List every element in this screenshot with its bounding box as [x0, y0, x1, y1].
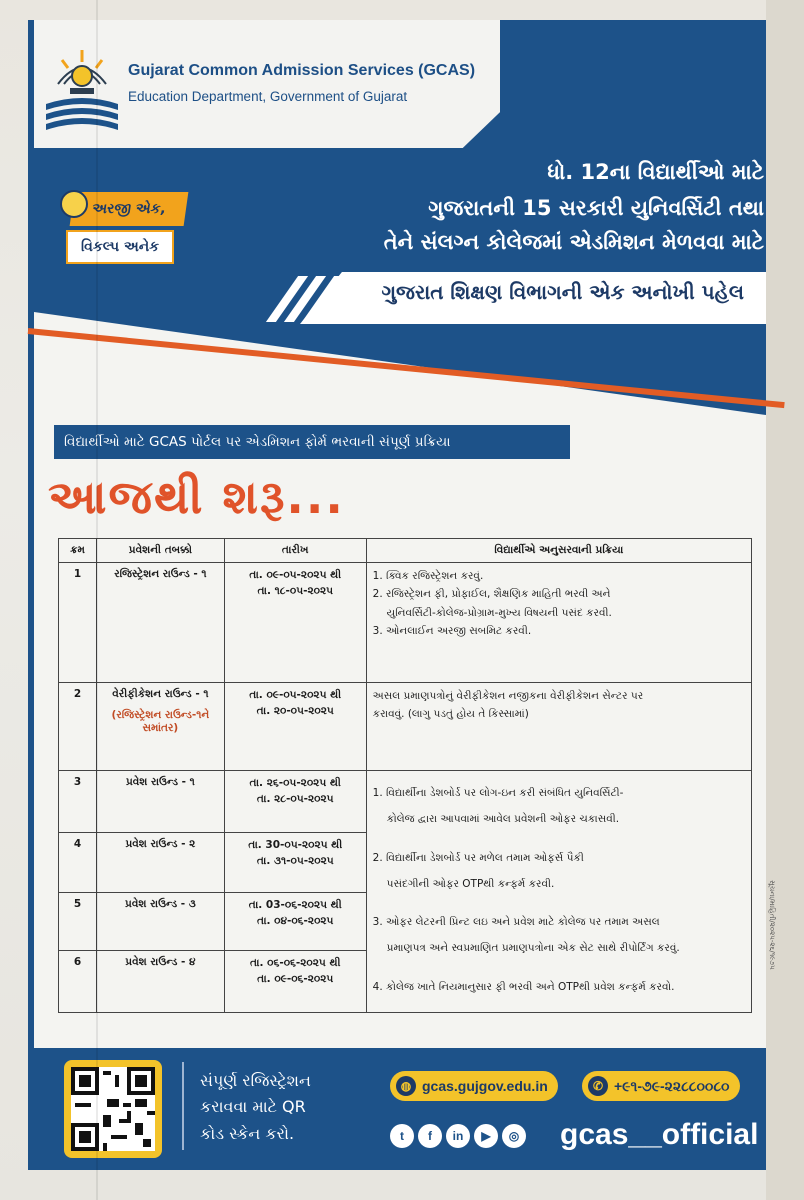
- process-step: અસલ પ્રમાણપત્રોનું વેરીફીકેશન નજીકના વેરીફીકેશન સેન્ટર પર: [372, 690, 644, 702]
- social-handle[interactable]: gcas__official: [560, 1118, 759, 1151]
- qr-text-line: કરાવવા માટે QR: [200, 1097, 306, 1117]
- stage-note: (રજિસ્ટ્રેશન રાઉન્ડ-૧ને સમાંતર): [111, 709, 210, 734]
- date-from: તા. ૨૬-૦૫-૨૦૨૫ થી: [249, 777, 341, 789]
- date-to: તા. ૨૮-૦૫-૨૦૨૫: [256, 792, 334, 805]
- headline-line-2: ગુજરાતની 15 સરકારી યુનિવર્સિટી તથા: [428, 196, 764, 220]
- linkedin-icon[interactable]: in: [446, 1124, 470, 1148]
- row-serial: 3: [59, 771, 97, 833]
- row-serial: 4: [59, 833, 97, 893]
- row-stage: પ્રવેશ રાઉન્ડ - ૪: [96, 951, 224, 1013]
- row-date: [224, 833, 366, 893]
- subhead-text: ગુજરાત શિક્ષણ વિભાગની એક અનોખી પહેલ: [381, 280, 744, 304]
- twitter-icon[interactable]: t: [390, 1124, 414, 1148]
- row-date: [224, 893, 366, 951]
- instagram-icon[interactable]: ◎: [502, 1124, 526, 1148]
- row-stage: રજિસ્ટ્રેશન રાઉન્ડ - ૧: [96, 563, 224, 683]
- row-date: [224, 951, 366, 1013]
- date-to: તા. ૦૯-૦૬-૨૦૨૫: [257, 972, 334, 985]
- row-serial: 5: [59, 893, 97, 951]
- process-step: પ્રમાણપત્ર અને સ્વપ્રમાણિત પ્રમાણપત્રોના એક સેટ સાથે રીપોર્ટિંગ કરવું.: [386, 942, 680, 955]
- table-row: [59, 563, 752, 683]
- date-to: તા. ૨૦-૦૫-૨૦૨૫: [256, 704, 334, 717]
- date-from: તા. ૦૯-૦૫-૨૦૨૫ થી: [249, 569, 342, 581]
- footer-divider: [182, 1062, 184, 1150]
- website-text: gcas.gujgov.edu.in: [422, 1078, 548, 1094]
- table-row: [59, 771, 752, 833]
- badge-circle-icon: [60, 190, 88, 218]
- row-stage: પ્રવેશ રાઉન્ડ - ૩: [96, 893, 224, 951]
- process-step: 4. કોલેજ ખાતે નિયમાનુસાર ફી ભરવી અને OTPથી પ્રવેશ કન્ફર્મ કરવો.: [372, 980, 675, 993]
- stage-label: વેરીફીકેશન રાઉન્ડ - ૧: [112, 688, 209, 700]
- qr-instructions: [200, 1068, 311, 1147]
- merged-admission-process: [366, 771, 751, 1013]
- process-step: 3. ઓફર લેટરની પ્રિન્ટ લઇ અને પ્રવેશ માટે કોલેજ પર તમામ અસલ: [372, 916, 660, 929]
- date-from: તા. ૦૬-૦૬-૨૦૨૫ થી: [249, 957, 341, 969]
- facebook-icon[interactable]: f: [418, 1124, 442, 1148]
- process-step: પસંદગીની ઓફર OTPથી કન્ફર્મ કરવી.: [386, 877, 555, 890]
- row-serial: 6: [59, 951, 97, 1013]
- process-step: 2. વિદ્યાર્થીના ડેશબોર્ડ પર મળેલ તમામ ઓફર્સ પૈકી: [372, 851, 584, 864]
- youtube-icon[interactable]: ▶: [474, 1124, 498, 1148]
- phone-text: +૯૧-૭૯-૨૨૮૮૦૦૮૦: [614, 1077, 730, 1094]
- row-stage: [96, 683, 224, 771]
- paper-fold: [96, 0, 98, 1200]
- row-serial: 1: [59, 563, 97, 683]
- date-from: તા. ૦૯-૦૫-૨૦૨૫ થી: [249, 689, 342, 701]
- process-step: 1. ક્વિક રજિસ્ટ્રેશન કરવું.: [372, 570, 484, 582]
- qr-text-line: સંપૂર્ણ રજિસ્ટ્રેશન: [200, 1071, 311, 1090]
- process-step: 3. ઓનલાઈન અરજી સબમિટ કરવી.: [372, 624, 532, 637]
- start-today-heading: આજથી શરૂ...: [48, 470, 345, 524]
- row-date: [224, 563, 366, 683]
- page-margin: [766, 0, 804, 1200]
- qr-code-pattern: [71, 1067, 155, 1151]
- headline-line-1: ધો. 12ના વિદ્યાર્થીઓ માટે: [547, 160, 764, 184]
- date-to: તા. ૦૪-૦૬-૨૦૨૫: [256, 914, 334, 927]
- process-step: કરાવવું. (લાગુ પડતું હોય તે કિસ્સામાં): [372, 708, 529, 721]
- advert-reference-code: સૂચના/માહિતી/૨૦૨૫-૨૬/૧૯૭૫: [768, 880, 776, 970]
- phone-icon: ✆: [588, 1076, 608, 1096]
- date-to: તા. ૧૮-૦૫-૨૦૨૫: [257, 584, 334, 597]
- date-from: તા. 03-૦૬-૨૦૨૫ થી: [248, 899, 342, 911]
- gcas-book-emblem-icon: [40, 44, 124, 134]
- social-icons: [390, 1124, 526, 1148]
- header-process: વિદ્યાર્થીએ અનુસરવાની પ્રક્રિયા: [366, 539, 751, 563]
- row-date: [224, 683, 366, 771]
- table-header-row: [59, 539, 752, 563]
- date-from: તા. 30-૦૫-૨૦૨૫ થી: [248, 839, 343, 851]
- org-department: Education Department, Government of Gujarat: [128, 89, 408, 104]
- process-step: યુનિવર્સિટી-કોલેજ-પ્રોગ્રામ-મુખ્ય વિષયની પસંદ કરવી.: [386, 606, 612, 619]
- row-stage: પ્રવેશ રાઉન્ડ - ૨: [96, 833, 224, 893]
- globe-icon: ◍: [396, 1076, 416, 1096]
- process-step: 1. વિદ્યાર્થીના ડેશબોર્ડ પર લોગ-ઇન કરી સંબંધિત યુનિવર્સિટી-: [372, 787, 624, 799]
- headline-line-3: તેને સંલગ્ન કોલેજમાં એડમિશન મેળવવા માટે: [383, 230, 764, 254]
- qr-pattern-icon: [71, 1067, 155, 1151]
- date-to: તા. ૩૧-૦૫-૨૦૨૫: [256, 854, 334, 867]
- process-step: 2. રજિસ્ટ્રેશન ફી, પ્રોફાઈલ, શૈક્ષણિક માહિતી ભરવી અને: [372, 588, 611, 601]
- badge-bottom-text: વિકલ્પ અનેક: [66, 230, 174, 264]
- qr-code[interactable]: [64, 1060, 162, 1158]
- qr-text-line: કોડ સ્કેન કરો.: [200, 1123, 295, 1143]
- website-link[interactable]: [390, 1071, 558, 1101]
- row-date: [224, 771, 366, 833]
- phone-link[interactable]: [582, 1071, 740, 1101]
- slogan-badge: [60, 186, 190, 286]
- row-process: [366, 563, 751, 683]
- badge-top-text: અરજી એક,: [70, 192, 189, 226]
- row-stage: પ્રવેશ રાઉન્ડ - ૧: [96, 771, 224, 833]
- row-serial: 2: [59, 683, 97, 771]
- process-step: કોલેજ દ્વારા આપવામાં આવેલ પ્રવેશની ઓફર ચકાસવી.: [386, 813, 620, 826]
- row-process: [366, 683, 751, 771]
- admission-schedule-table: [58, 538, 752, 1013]
- header-stage: પ્રવેશની તબક્કો: [96, 539, 224, 563]
- org-name: Gujarat Common Admission Services (GCAS): [128, 62, 476, 79]
- table-row: [59, 683, 752, 771]
- header-date: તારીખ: [224, 539, 366, 563]
- header-serial: ક્રમ: [59, 539, 97, 563]
- process-strip: વિદ્યાર્થીઓ માટે GCAS પોર્ટલ પર એડમિશન ફોર્મ ભરવાની સંપૂર્ણ પ્રક્રિયા: [54, 425, 570, 459]
